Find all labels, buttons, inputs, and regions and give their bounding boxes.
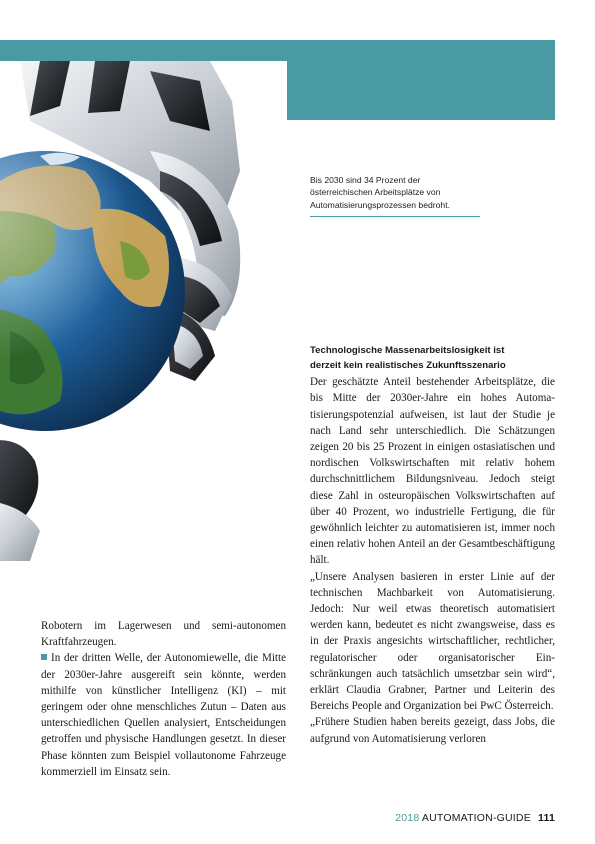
footer-year: 2018 xyxy=(395,812,420,824)
robot-hands-globe-image xyxy=(0,61,287,561)
body-paragraph-3: „Frühere Studien haben bereits gezeigt, dass Jobs, die aufgrund von Automatisierung verloren xyxy=(310,716,555,745)
article-column-right xyxy=(310,344,555,747)
section-heading xyxy=(310,344,555,373)
image-caption: Bis 2030 sind 34 Prozent der österreichischen Arbeitsplätze von Automatisierungsprozessen bedroht. xyxy=(310,174,480,217)
header-teal-block xyxy=(287,61,555,120)
page-footer xyxy=(395,812,555,824)
continuation-paragraph: Robotern im Lagerwesen und semi-autonomen Kraftfahrzeugen. xyxy=(41,620,286,649)
page-number: 111 xyxy=(538,812,555,824)
bullet-paragraph: In der dritten Welle, der Autonomiewelle, die Mitte der 2030er-Jahre ausgereift sein könnte, werden mithilfe von künstlicher Intelligenz (KI) – mit geringem oder ohne menschliches Zutun – Daten aus unterschiedlichen Quellen analysiert, Entscheidungen getroffen und physische Handlungen gesetzt. In dieser Phase könnten zum Beispiel vollautonome Fahrzeuge kommerziell im Einsatz sein. xyxy=(41,652,286,778)
section-heading-line1: Technologische Massenarbeitslosigkeit ist xyxy=(310,345,505,356)
footer-guide-title: AUTOMATION-GUIDE xyxy=(421,812,531,824)
square-bullet-icon xyxy=(41,654,47,660)
article-column-left xyxy=(41,618,286,780)
body-paragraph-2: „Unsere Analysen basieren in erster Linie auf der technischen Machbarkeit von Automatisierung. Jedoch: Nur weil etwas theoretisch automatisiert werden kann, bedeutet es nicht zwangsweise, dass es in der Praxis angesichts wirtschaftlicher, rechtlicher, regulatorischer oder organisatorischer Einschränkungen auch tatsächlich umsetzbar sein wird“, erklärt Claudia Grabner, Partner und Leiterin des Bereichs People and Organization bei PwC Österreich. xyxy=(310,570,555,713)
section-heading-line2: derzeit kein realistisches Zukunftsszenario xyxy=(310,359,506,371)
body-paragraph-1: Der geschätzte Anteil bestehender Arbeitsplätze, die bis Mitte der 2030er-Jahre ein hohes Automatisierungspotenzial aufweisen, ist laut der Studie je nach Land sehr unterschiedlich. Die Schätzungen zeigen 20 bis 25 Prozent in einigen ostasiatischen und nordischen Volkswirtschaften mit relativ hohem durchschnittlichem Bildungsniveau. Jedoch steigt diese Zahl in osteuropäischen Volkswirtschaften auf über 40 Prozent, wo industrielle Fertigung, die für gewöhnlich leichter zu automatisieren ist, immer noch einen relativ hohen Anteil an der Gesamtbeschäftigung hält. xyxy=(310,376,555,567)
header-teal-bar xyxy=(0,40,555,61)
bullet-paragraph-wrapper xyxy=(41,650,286,780)
